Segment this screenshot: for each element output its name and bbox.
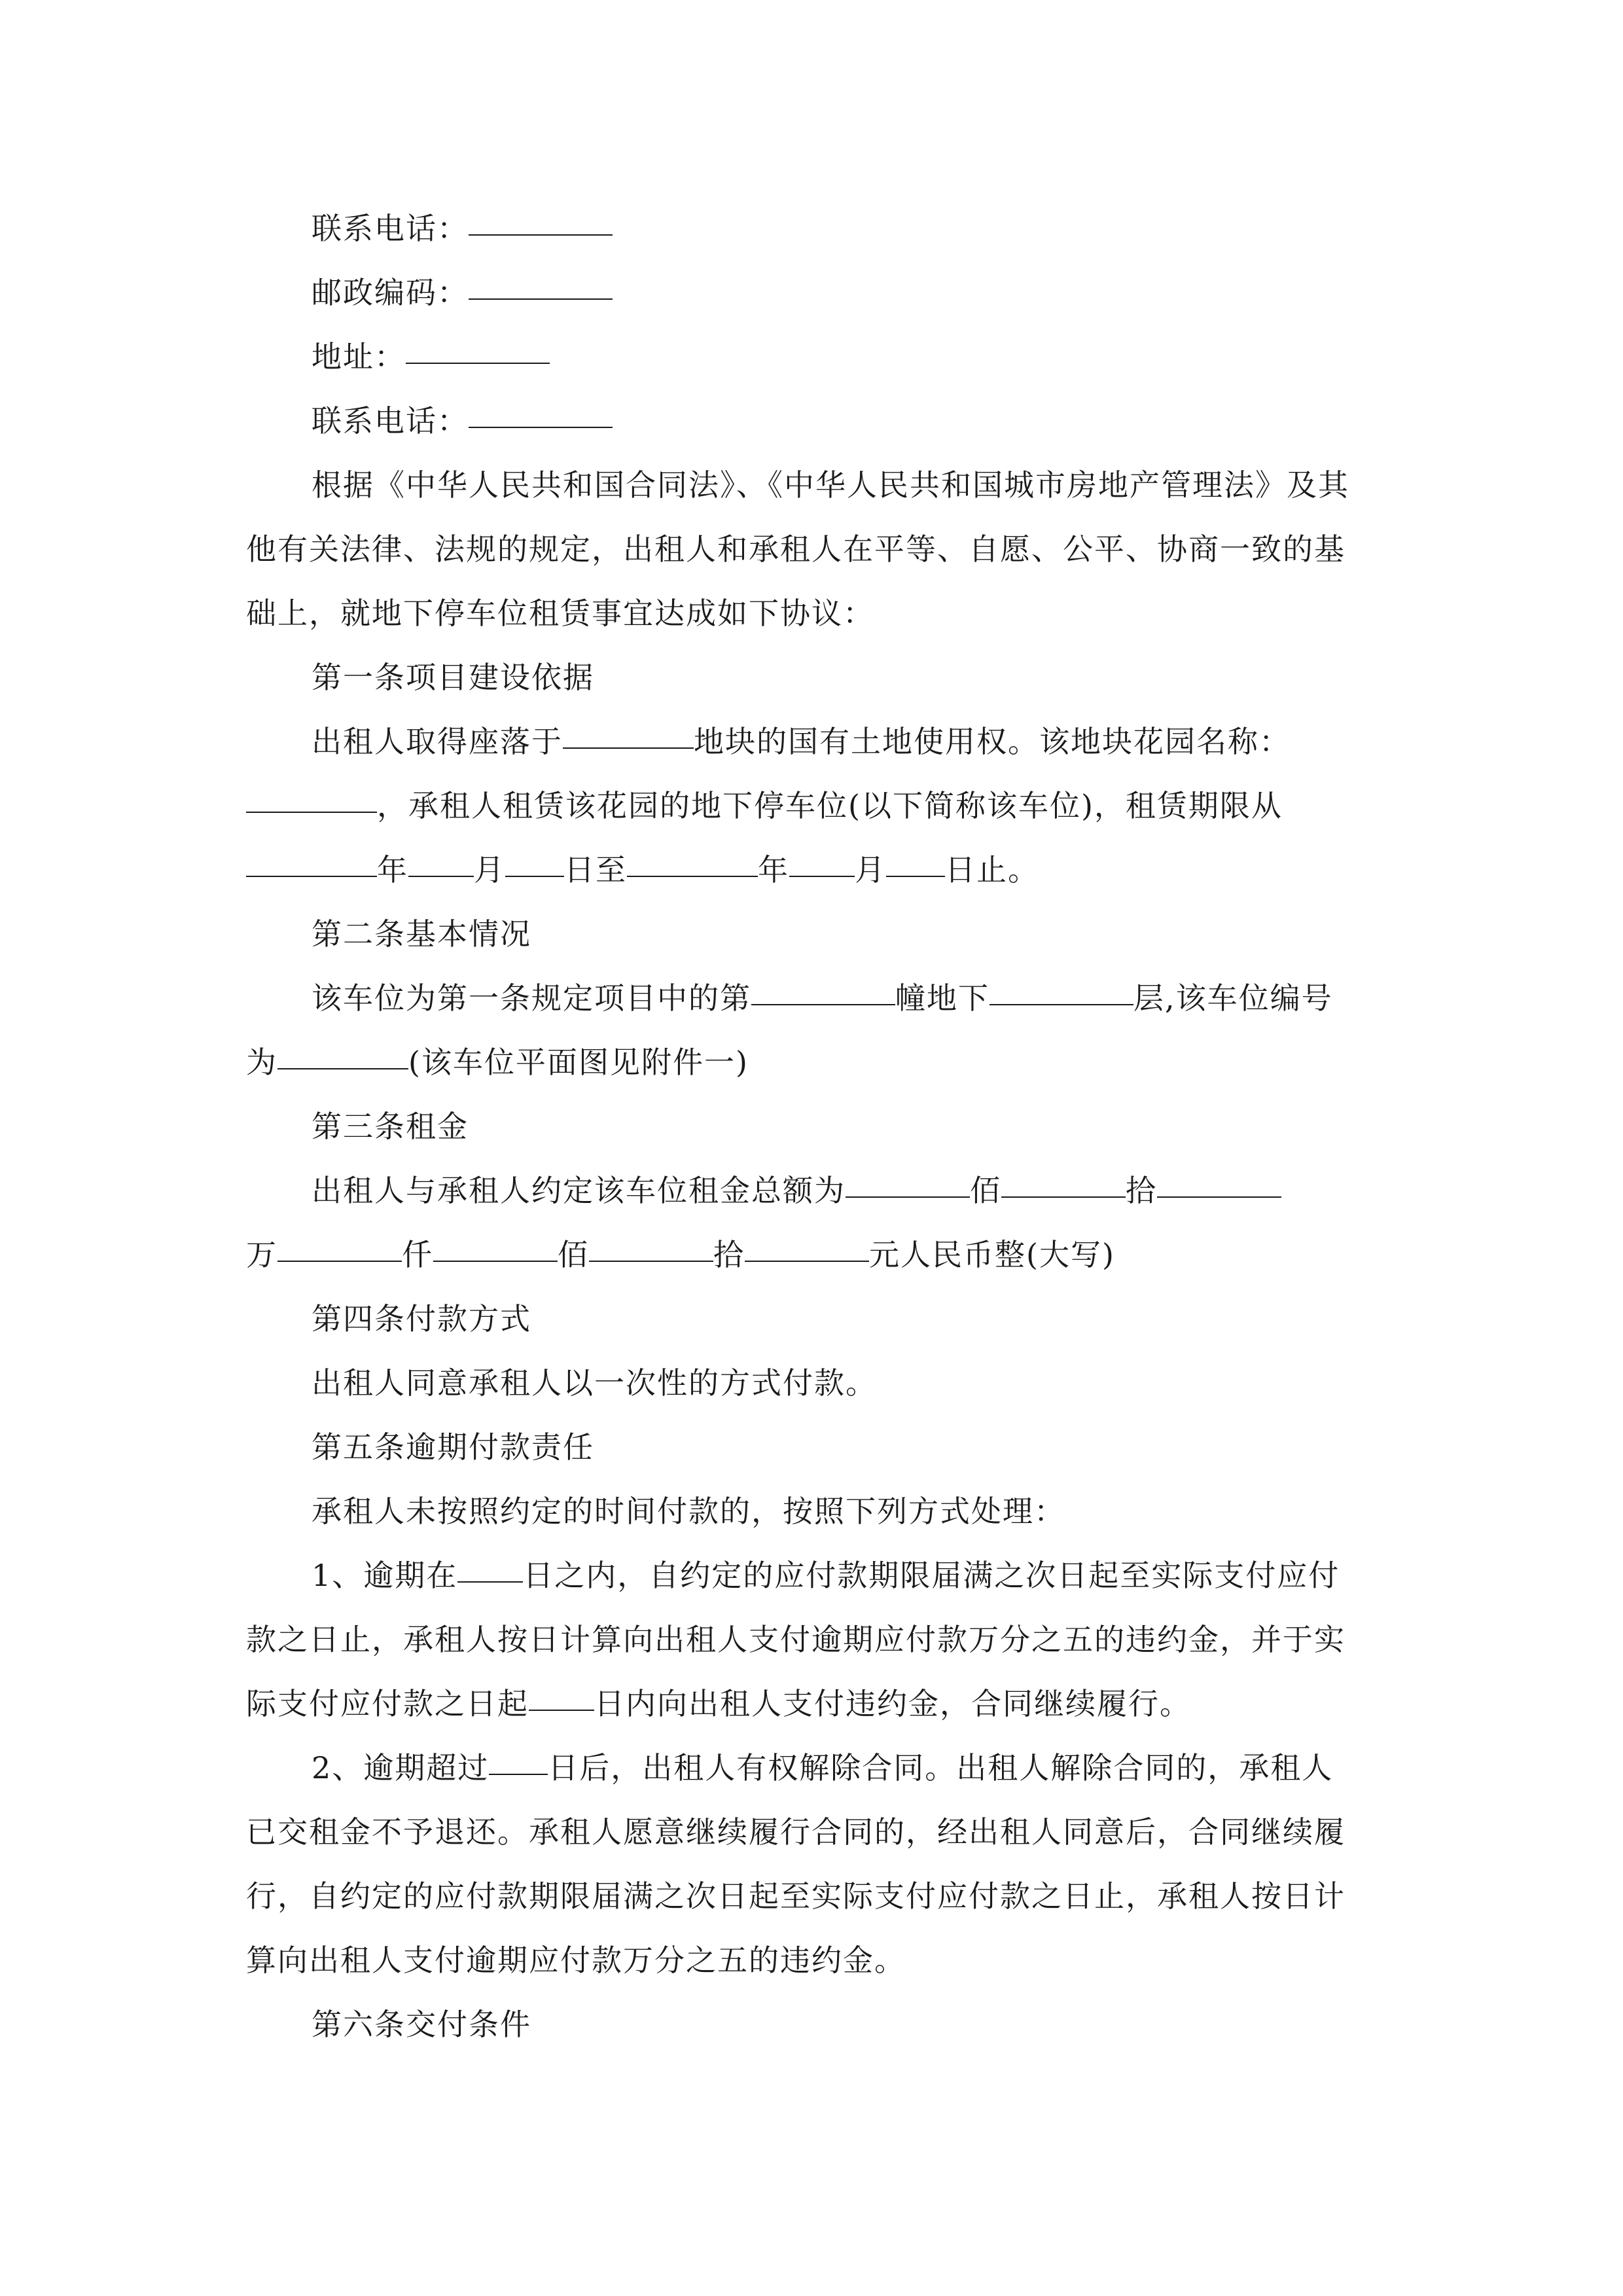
- overdue-days-blank[interactable]: [457, 1543, 523, 1583]
- article-5-text: 承租人未按照约定的时间付款的，按照下列方式处理：: [312, 1494, 1065, 1529]
- phone-blank-1[interactable]: [469, 196, 613, 236]
- floor-number-blank[interactable]: [990, 966, 1133, 1005]
- address-line: 地址：: [246, 325, 1378, 389]
- rent-yuan-blank[interactable]: [745, 1223, 869, 1262]
- article-5-item-2-line-4: 算向出租人支付逾期应付款万分之五的违约金。: [246, 1943, 906, 1978]
- preamble-line-2: 他有关法律、法规的规定，出租人和承租人在平等、自愿、公平、协商一致的基: [246, 531, 1346, 567]
- article-5-item-2-line-3: 行，自约定的应付款期限届满之次日起至实际支付应付款之日止，承租人按日计: [246, 1878, 1346, 1914]
- article-1-title: 第一条项目建设依据: [312, 660, 594, 695]
- article-3-line-1: 出租人与承租人约定该车位租金总额为 佰 拾: [246, 1158, 1378, 1223]
- article-4-text: 出租人同意承租人以一次性的方式付款。: [312, 1365, 877, 1401]
- article-2-line-2: 为 (该车位平面图见附件一): [246, 1030, 1378, 1094]
- land-location-blank[interactable]: [563, 709, 694, 749]
- article-3-line-2: 万 仟 佰 拾 元人民币整(大写): [246, 1223, 1378, 1287]
- end-month-blank[interactable]: [789, 838, 855, 877]
- contract-page: [246, 196, 1378, 2056]
- article-2-title: 第二条基本情况: [312, 916, 531, 952]
- article-5-title: 第五条逾期付款责任: [312, 1429, 594, 1465]
- building-number-blank[interactable]: [751, 966, 895, 1005]
- article-5-item-1-line-2: 款之日止，承租人按日计算向出租人支付逾期应付款万分之五的违约金，并于实: [246, 1622, 1346, 1657]
- preamble-line-3: 础上，就地下停车位租赁事宜达成如下协议：: [246, 596, 874, 631]
- end-year-blank[interactable]: [627, 838, 758, 877]
- start-day-blank[interactable]: [505, 838, 564, 877]
- penalty-days-blank[interactable]: [529, 1672, 594, 1711]
- rent-qian-blank[interactable]: [277, 1223, 402, 1262]
- phone-blank-2[interactable]: [469, 389, 613, 428]
- postal-code-blank[interactable]: [469, 260, 613, 300]
- end-day-blank[interactable]: [886, 838, 945, 877]
- postal-code-line: 邮政编码：: [246, 260, 1378, 325]
- start-month-blank[interactable]: [408, 838, 474, 877]
- article-5-item-1-line-1: 1、逾期在 日之内，自约定的应付款期限届满之次日起至实际支付应付: [246, 1543, 1378, 1607]
- rent-shi-2-blank[interactable]: [589, 1223, 713, 1262]
- article-5-item-1-line-3: 际支付应付款之日起 日内向出租人支付违约金，合同继续履行。: [246, 1672, 1378, 1736]
- rent-bai-blank[interactable]: [846, 1158, 970, 1198]
- article-1-line-3: 年 月 日至 年 月 日止。: [246, 838, 1378, 902]
- article-6-title: 第六条交付条件: [312, 2007, 531, 2042]
- article-3-title: 第三条租金: [312, 1109, 469, 1144]
- contact-phone-line-1: 联系电话：: [246, 196, 1378, 260]
- start-year-blank[interactable]: [246, 838, 377, 877]
- rent-shi-blank[interactable]: [1001, 1158, 1126, 1198]
- article-1-line-1: 出租人取得座落于 地块的国有土地使用权。该地块花园名称：: [246, 709, 1378, 774]
- article-2-line-1: 该车位为第一条规定项目中的第 幢地下 层,该车位编号: [246, 966, 1378, 1030]
- article-5-item-2-line-2: 已交租金不予退还。承租人愿意继续履行合同的，经出租人同意后，合同继续履: [246, 1814, 1346, 1850]
- space-number-blank[interactable]: [277, 1030, 408, 1069]
- contact-phone-line-2: 联系电话：: [246, 389, 1378, 453]
- address-blank[interactable]: [406, 325, 550, 364]
- rent-bai-2-blank[interactable]: [433, 1223, 558, 1262]
- article-5-item-2-line-1: 2、逾期超过 日后，出租人有权解除合同。出租人解除合同的，承租人: [246, 1736, 1378, 1800]
- overdue-exceed-days-blank[interactable]: [489, 1736, 548, 1775]
- article-4-title: 第四条付款方式: [312, 1301, 531, 1336]
- rent-wan-blank[interactable]: [1157, 1158, 1281, 1198]
- article-1-line-2: ，承租人租赁该花园的地下停车位(以下简称该车位)，租赁期限从: [246, 774, 1378, 838]
- preamble-line-1: 根据《中华人民共和国合同法》、《中华人民共和国城市房地产管理法》及其: [312, 467, 1349, 503]
- garden-name-blank[interactable]: [246, 774, 377, 813]
